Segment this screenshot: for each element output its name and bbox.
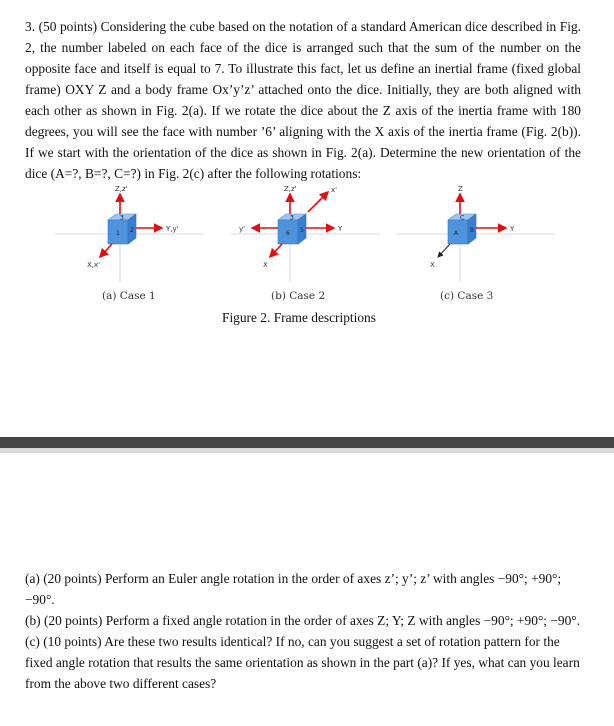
question-a: (a) (20 points) Perform an Euler angle rotation in the order of axes z’; y’; z’ with angles −90°; +90°; −90°. (25, 571, 562, 607)
page-separator-shadow (0, 448, 614, 453)
case-2-x-axis-arrow (270, 244, 282, 257)
case-1-y-label: Y,y' (166, 225, 179, 233)
case-2-x-body-label: x' (331, 186, 338, 194)
figure-caption: Figure 2. Frame descriptions (222, 310, 376, 325)
case-3-side-label: B (470, 227, 475, 234)
case-3-y-label: Y (510, 225, 515, 233)
case-2-caption: (b) Case 2 (271, 290, 326, 302)
case-2-y-label: Y (338, 225, 343, 233)
problem-statement: 3. (50 points) Considering the cube based on the notation of a standard American dice described in Fig. 2, the number labeled on each face of the dice is arranged such that the sum of the number on the opposite face and itself is equal to 7. To illustrate this fact, let us define an inertial frame (fixed global frame) OXY Z and a body frame Ox’y’z’ attached onto the dice. Initially, they are both aligned with each other as shown in Fig. 2(a). If we rotate the dice about the Z axis of the inertia frame with 180 degrees, you will see the face with number ’6’ aligning with the X axis of the inertia frame (Fig. 2(b)). If we start with the orientation of the dice as shown in Fig. 2(a). Determine the new orientation of the dice (A=?, B=?, C=?) in Fig. 2(c) after the following rotations: (25, 19, 581, 181)
case-2-top-number: 3 (290, 214, 294, 222)
case-3-z-label: Z (458, 185, 463, 193)
case-1-z-label: Z,z' (115, 185, 128, 193)
case-3-front-label: A (454, 230, 459, 237)
figure-2 (50, 182, 570, 332)
case-1-top-number: 3 (120, 214, 124, 222)
case-3-diagram (395, 185, 555, 282)
page-separator (0, 437, 614, 448)
case-1-x-label: X,x' (87, 261, 101, 269)
question-b: (b) (20 points) Perform a fixed angle rotation in the order of axes Z; Y; Z with angles −90°; +90°; −90°. (25, 613, 581, 628)
case-1-front-number: 1 (116, 230, 120, 237)
case-2-side-number: 5 (300, 227, 304, 234)
case-2-diagram (230, 185, 380, 282)
case-1-diagram (55, 185, 205, 282)
case-1-caption: (a) Case 1 (102, 290, 156, 302)
case-3-x-label: X (430, 261, 435, 269)
case-2-x-body-arrow (308, 192, 328, 212)
case-1-x-axis-arrow (100, 244, 112, 257)
case-2-front-number: 6 (286, 230, 290, 237)
case-2-x-label: X (263, 261, 268, 269)
question-c: (c) (10 points) Are these two results identical? If no, can you suggest a set of rotation pattern for the fixed angle rotation that results the same orientation as shown in the part (a)? If yes, what can you learn from the above two different cases? (25, 634, 580, 691)
frame-diagrams (50, 182, 570, 292)
case-1-side-number: 2 (130, 227, 134, 234)
case-2-y-body-label: y' (239, 225, 246, 233)
question-list (25, 568, 581, 694)
case-3-top-label: C (460, 214, 465, 222)
case-3-caption: (c) Case 3 (440, 290, 494, 302)
case-2-z-label: Z,z' (284, 185, 297, 193)
case-3-x-axis-arrow (438, 244, 450, 257)
